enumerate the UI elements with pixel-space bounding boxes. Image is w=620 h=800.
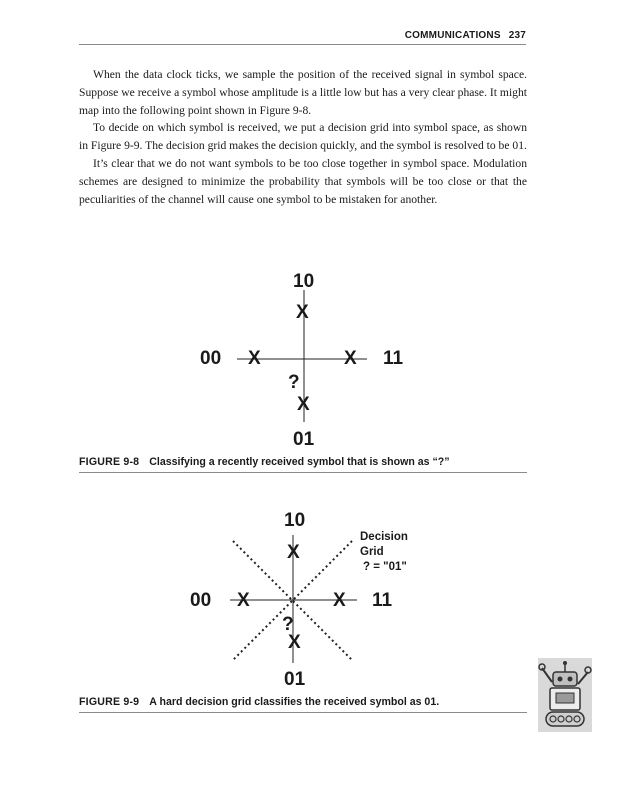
figure-9-8-caption-text: Classifying a recently received symbol that is shown as “?” [149,456,450,468]
symbol-marker-00: X [237,590,250,611]
symbol-label-01: 01 [284,669,306,690]
received-symbol: ? [288,372,300,393]
symbol-label-00: 00 [190,590,212,611]
symbol-marker-11: X [333,590,346,611]
figure-9-8-caption [79,456,527,473]
decision-grid-label-line2: Grid [360,546,384,558]
robot-margin-icon [538,658,592,732]
running-header [79,30,526,45]
symbol-label-11: 11 [372,590,393,611]
symbol-marker-01: X [288,632,301,653]
symbol-marker-10: X [296,302,309,323]
figure-9-9-axes [0,505,620,695]
paragraph-3: It’s clear that we do not want symbols to be too close together in symbol space. Modulation schemes are designed to minimize the probability that symbols will be too close or that the peculiarities of the channel will cause one symbol to be mistaken for another. [79,156,527,206]
paragraph-1: When the data clock ticks, we sample the position of the received signal in symbol space. Suppose we receive a symbol whose amplitude is a little low but has a very clear phase. It might map into the following point shown in Figure 9-8. [79,68,527,117]
symbol-label-00: 00 [200,348,222,369]
header-section: COMMUNICATIONS [404,30,501,41]
figure-9-8-number: FIGURE 9-8 [79,456,140,468]
page-number: 237 [508,30,526,41]
symbol-label-10: 10 [284,510,306,531]
symbol-marker-11: X [344,348,357,369]
body-text [79,66,527,208]
symbol-label-10: 10 [293,271,315,292]
decision-grid-label-line1: Decision [360,531,408,543]
symbol-marker-01: X [297,394,310,415]
figure-9-9-caption [79,696,527,713]
symbol-marker-00: X [248,348,261,369]
figure-9-8 [0,262,620,452]
figure-9-9-number: FIGURE 9-9 [79,696,140,708]
symbol-label-01: 01 [293,429,315,450]
paragraph-2: To decide on which symbol is received, we put a decision grid into symbol space, as shown in Figure 9-9. The decision grid makes the decision quickly, and the symbol is resolved to be 01. [79,121,527,153]
figure-9-9-caption-text: A hard decision grid classifies the received symbol as 01. [149,696,440,708]
symbol-marker-10: X [287,542,300,563]
received-symbol: ? [282,614,294,635]
symbol-label-11: 11 [383,348,404,369]
decision-grid-result: ? = "01" [363,561,407,573]
figure-9-9 [0,505,620,695]
